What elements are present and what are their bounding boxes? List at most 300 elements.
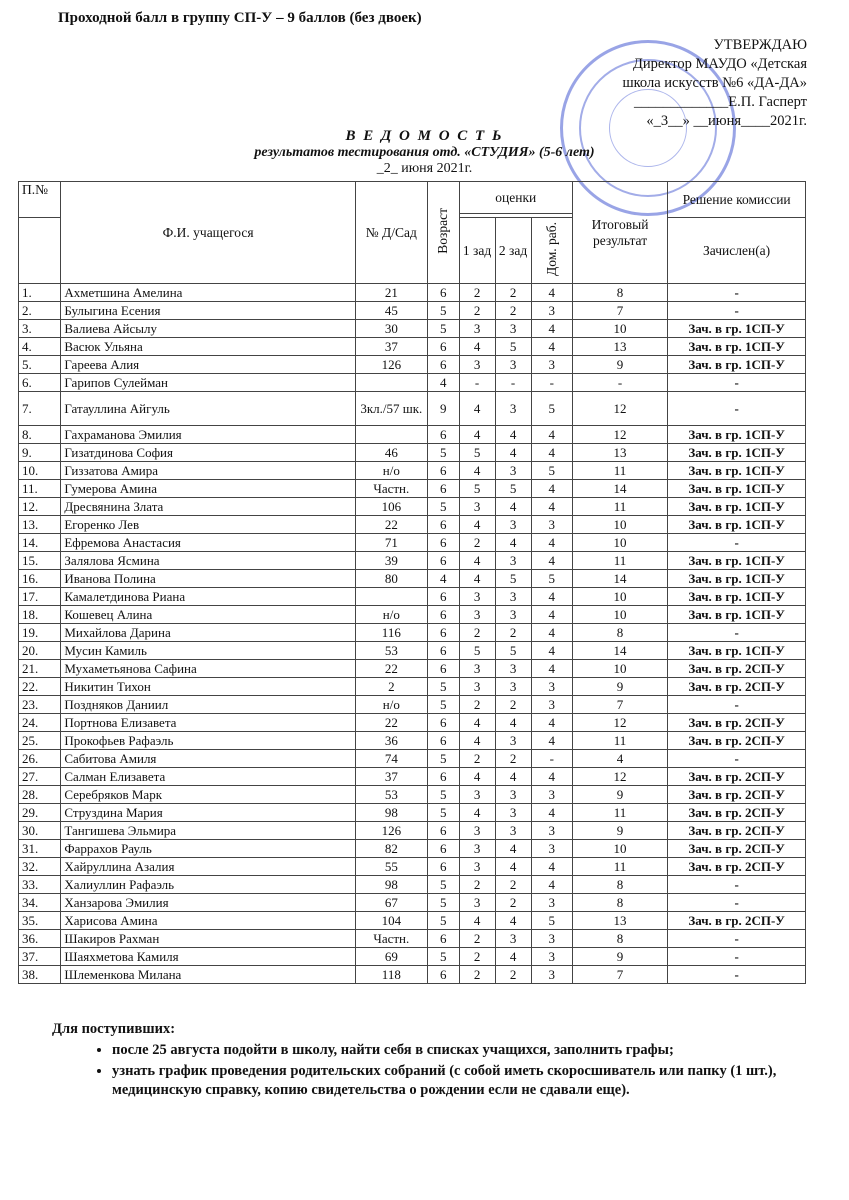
admission-instructions <box>52 1020 812 1102</box>
kindergarten-number: 98 <box>355 804 427 822</box>
age-cell: 6 <box>427 356 459 374</box>
task2-grade: 4 <box>495 768 531 786</box>
kindergarten-number: н/о <box>355 462 427 480</box>
row-number: 1. <box>19 284 61 302</box>
instructions-title: Для поступивших: <box>52 1021 176 1037</box>
home-work-grade: 4 <box>531 338 572 356</box>
total-score: 13 <box>572 338 667 356</box>
home-work-grade: 5 <box>531 392 572 426</box>
home-work-grade: 5 <box>531 912 572 930</box>
task1-grade: 2 <box>459 966 495 984</box>
home-work-grade: 4 <box>531 714 572 732</box>
task1-grade: 3 <box>459 356 495 374</box>
age-cell: 6 <box>427 284 459 302</box>
kindergarten-number: 53 <box>355 642 427 660</box>
task1-grade: 4 <box>459 804 495 822</box>
kindergarten-number: 106 <box>355 498 427 516</box>
row-number: 30. <box>19 822 61 840</box>
commission-decision: - <box>668 750 806 768</box>
commission-decision: Зач. в гр. 1СП-У <box>668 444 806 462</box>
home-work-grade: 4 <box>531 426 572 444</box>
task2-grade: 3 <box>495 732 531 750</box>
approval-date-line: «_3__» __июня____2021г. <box>646 113 807 129</box>
row-number: 16. <box>19 570 61 588</box>
header-name: Ф.И. учащегося <box>61 182 355 284</box>
home-work-grade: 3 <box>531 696 572 714</box>
commission-decision: - <box>668 696 806 714</box>
row-number: 38. <box>19 966 61 984</box>
age-cell: 9 <box>427 392 459 426</box>
task2-grade: 3 <box>495 462 531 480</box>
student-name: Салман Елизавета <box>61 768 355 786</box>
commission-decision: Зач. в гр. 1СП-У <box>668 320 806 338</box>
total-score: 10 <box>572 320 667 338</box>
total-score: 11 <box>572 858 667 876</box>
row-number: 37. <box>19 948 61 966</box>
commission-decision: Зач. в гр. 1СП-У <box>668 480 806 498</box>
student-name: Михайлова Дарина <box>61 624 355 642</box>
student-name: Кошевец Алина <box>61 606 355 624</box>
header-num-cont <box>19 218 61 284</box>
table-row <box>19 588 806 606</box>
task1-grade: 4 <box>459 732 495 750</box>
row-number: 20. <box>19 642 61 660</box>
age-cell: 5 <box>427 750 459 768</box>
student-name: Тангишева Эльмира <box>61 822 355 840</box>
task2-grade: 4 <box>495 426 531 444</box>
task1-grade: 2 <box>459 284 495 302</box>
table-row <box>19 374 806 392</box>
table-row <box>19 552 806 570</box>
row-number: 24. <box>19 714 61 732</box>
home-work-grade: 4 <box>531 804 572 822</box>
table-row <box>19 822 806 840</box>
home-work-grade: 4 <box>531 660 572 678</box>
total-score: 8 <box>572 876 667 894</box>
task2-grade: 3 <box>495 320 531 338</box>
table-row <box>19 714 806 732</box>
task1-grade: 2 <box>459 750 495 768</box>
table-row <box>19 284 806 302</box>
row-number: 36. <box>19 930 61 948</box>
task2-grade: 3 <box>495 392 531 426</box>
table-row <box>19 912 806 930</box>
kindergarten-number: 80 <box>355 570 427 588</box>
kindergarten-number: н/о <box>355 696 427 714</box>
task1-grade: 5 <box>459 444 495 462</box>
task1-grade: 2 <box>459 534 495 552</box>
table-row <box>19 480 806 498</box>
kindergarten-number: 98 <box>355 876 427 894</box>
task1-grade: 3 <box>459 678 495 696</box>
task2-grade: 3 <box>495 678 531 696</box>
home-work-grade: 3 <box>531 302 572 320</box>
total-score: 12 <box>572 392 667 426</box>
student-name: Прокофьев Рафаэль <box>61 732 355 750</box>
kindergarten-number: 74 <box>355 750 427 768</box>
table-row <box>19 948 806 966</box>
age-cell: 6 <box>427 426 459 444</box>
total-score: 9 <box>572 786 667 804</box>
age-cell: 6 <box>427 606 459 624</box>
row-number: 31. <box>19 840 61 858</box>
task2-grade: 4 <box>495 840 531 858</box>
table-row <box>19 570 806 588</box>
home-work-grade: 3 <box>531 822 572 840</box>
table-row <box>19 804 806 822</box>
kindergarten-number: 53 <box>355 786 427 804</box>
commission-decision: Зач. в гр. 1СП-У <box>668 588 806 606</box>
age-cell: 6 <box>427 552 459 570</box>
commission-decision: Зач. в гр. 1СП-У <box>668 552 806 570</box>
total-score: 14 <box>572 642 667 660</box>
total-score: 12 <box>572 714 667 732</box>
commission-decision: - <box>668 966 806 984</box>
home-work-grade: 4 <box>531 588 572 606</box>
task2-grade: 2 <box>495 302 531 320</box>
commission-decision: - <box>668 392 806 426</box>
row-number: 11. <box>19 480 61 498</box>
total-score: 12 <box>572 426 667 444</box>
header-total: Итоговый результат <box>572 182 667 284</box>
header-kindergarten: № Д/Сад <box>355 182 427 284</box>
total-score: 10 <box>572 606 667 624</box>
commission-decision: - <box>668 876 806 894</box>
age-cell: 6 <box>427 642 459 660</box>
home-work-grade: 4 <box>531 320 572 338</box>
task1-grade: 3 <box>459 894 495 912</box>
table-row <box>19 320 806 338</box>
kindergarten-number: Частн. <box>355 480 427 498</box>
task1-grade: 3 <box>459 606 495 624</box>
task1-grade: 2 <box>459 948 495 966</box>
commission-decision: - <box>668 302 806 320</box>
age-cell: 4 <box>427 570 459 588</box>
total-score: 8 <box>572 284 667 302</box>
header-task2: 2 зад <box>495 218 531 284</box>
table-row <box>19 392 806 426</box>
table-row <box>19 534 806 552</box>
commission-decision: Зач. в гр. 2СП-У <box>668 840 806 858</box>
task2-grade: 4 <box>495 714 531 732</box>
commission-decision: Зач. в гр. 2СП-У <box>668 822 806 840</box>
commission-decision: Зач. в гр. 2СП-У <box>668 660 806 678</box>
commission-decision: Зач. в гр. 1СП-У <box>668 338 806 356</box>
age-cell: 5 <box>427 320 459 338</box>
task2-grade: 4 <box>495 948 531 966</box>
home-work-grade: 4 <box>531 606 572 624</box>
task1-grade: 2 <box>459 696 495 714</box>
total-score: 10 <box>572 588 667 606</box>
row-number: 29. <box>19 804 61 822</box>
age-cell: 6 <box>427 338 459 356</box>
total-score: 11 <box>572 732 667 750</box>
results-table <box>18 181 806 984</box>
task2-grade: 5 <box>495 642 531 660</box>
task1-grade: 4 <box>459 392 495 426</box>
age-cell: 5 <box>427 444 459 462</box>
header-home: Дом. раб. <box>531 218 572 284</box>
kindergarten-number: 46 <box>355 444 427 462</box>
age-cell: 6 <box>427 768 459 786</box>
document-title: В Е Д О М О С Т Ь <box>345 128 504 144</box>
age-cell: 6 <box>427 462 459 480</box>
student-name: Гарипов Сулейман <box>61 374 355 392</box>
kindergarten-number: 118 <box>355 966 427 984</box>
age-cell: 4 <box>427 374 459 392</box>
commission-decision: Зач. в гр. 2СП-У <box>668 714 806 732</box>
commission-decision: - <box>668 534 806 552</box>
row-number: 34. <box>19 894 61 912</box>
table-row <box>19 624 806 642</box>
student-name: Портнова Елизавета <box>61 714 355 732</box>
total-score: 10 <box>572 516 667 534</box>
task1-grade: 4 <box>459 912 495 930</box>
age-cell: 6 <box>427 714 459 732</box>
task1-grade: 3 <box>459 786 495 804</box>
approval-signature-line: _____________Е.П. Гасперт <box>634 94 807 110</box>
header-decision: Решение комиссии <box>668 182 806 218</box>
row-number: 14. <box>19 534 61 552</box>
kindergarten-number: 71 <box>355 534 427 552</box>
task2-grade: 4 <box>495 912 531 930</box>
table-row <box>19 876 806 894</box>
row-number: 12. <box>19 498 61 516</box>
commission-decision: Зач. в гр. 2СП-У <box>668 804 806 822</box>
total-score: 14 <box>572 570 667 588</box>
student-name: Гизатдинова София <box>61 444 355 462</box>
total-score: 13 <box>572 912 667 930</box>
commission-decision: - <box>668 624 806 642</box>
student-name: Васюк Ульяна <box>61 338 355 356</box>
task2-grade: 2 <box>495 696 531 714</box>
kindergarten-number: 22 <box>355 714 427 732</box>
passing-score-note: Проходной балл в группу СП-У – 9 баллов (без двоек) <box>58 10 422 26</box>
total-score: 11 <box>572 552 667 570</box>
student-name: Камалетдинова Риана <box>61 588 355 606</box>
task2-grade: 3 <box>495 356 531 374</box>
task1-grade: 3 <box>459 498 495 516</box>
age-cell: 6 <box>427 966 459 984</box>
age-cell: 6 <box>427 660 459 678</box>
task2-grade: 4 <box>495 858 531 876</box>
age-cell: 5 <box>427 786 459 804</box>
row-number: 32. <box>19 858 61 876</box>
student-name: Хайруллина Азалия <box>61 858 355 876</box>
task1-grade: 3 <box>459 588 495 606</box>
student-name: Фаррахов Рауль <box>61 840 355 858</box>
student-name: Шакиров Рахман <box>61 930 355 948</box>
commission-decision: Зач. в гр. 1СП-У <box>668 498 806 516</box>
total-score: 7 <box>572 966 667 984</box>
table-row <box>19 426 806 444</box>
task2-grade: 5 <box>495 338 531 356</box>
row-number: 7. <box>19 392 61 426</box>
task2-grade: 3 <box>495 588 531 606</box>
student-name: Сабитова Амиля <box>61 750 355 768</box>
row-number: 2. <box>19 302 61 320</box>
task1-grade: 2 <box>459 930 495 948</box>
kindergarten-number: 36 <box>355 732 427 750</box>
task2-grade: 5 <box>495 570 531 588</box>
student-name: Халиуллин Рафаэль <box>61 876 355 894</box>
kindergarten-number: 37 <box>355 338 427 356</box>
commission-decision: - <box>668 930 806 948</box>
table-row <box>19 930 806 948</box>
student-name: Струздина Мария <box>61 804 355 822</box>
age-cell: 6 <box>427 858 459 876</box>
task1-grade: 3 <box>459 840 495 858</box>
age-cell: 6 <box>427 480 459 498</box>
student-name: Гареева Алия <box>61 356 355 374</box>
commission-decision: Зач. в гр. 1СП-У <box>668 642 806 660</box>
row-number: 15. <box>19 552 61 570</box>
student-name: Гиззатова Амира <box>61 462 355 480</box>
kindergarten-number: 126 <box>355 822 427 840</box>
total-score: 7 <box>572 302 667 320</box>
commission-decision: - <box>668 948 806 966</box>
table-row <box>19 840 806 858</box>
task1-grade: 2 <box>459 302 495 320</box>
kindergarten-number: 22 <box>355 516 427 534</box>
kindergarten-number: 82 <box>355 840 427 858</box>
task1-grade: 5 <box>459 642 495 660</box>
age-cell: 5 <box>427 302 459 320</box>
row-number: 6. <box>19 374 61 392</box>
approval-line: Директор МАУДО «Детская <box>633 56 807 72</box>
student-name: Мусин Камиль <box>61 642 355 660</box>
commission-decision: Зач. в гр. 2СП-У <box>668 678 806 696</box>
row-number: 10. <box>19 462 61 480</box>
kindergarten-number: 116 <box>355 624 427 642</box>
age-cell: 5 <box>427 804 459 822</box>
commission-decision: - <box>668 894 806 912</box>
row-number: 17. <box>19 588 61 606</box>
task2-grade: 2 <box>495 876 531 894</box>
student-name: Залялова Ясмина <box>61 552 355 570</box>
kindergarten-number: 37 <box>355 768 427 786</box>
total-score: 9 <box>572 678 667 696</box>
kindergarten-number <box>355 588 427 606</box>
student-name: Иванова Полина <box>61 570 355 588</box>
commission-decision: Зач. в гр. 2СП-У <box>668 912 806 930</box>
total-score: 10 <box>572 840 667 858</box>
header-num: П.№ <box>19 182 61 218</box>
document-heading <box>0 128 849 177</box>
approval-line: школа искусств №6 «ДА-ДА» <box>622 75 807 91</box>
home-work-grade: - <box>531 750 572 768</box>
age-cell: 5 <box>427 678 459 696</box>
age-cell: 6 <box>427 732 459 750</box>
home-work-grade: 3 <box>531 930 572 948</box>
age-cell: 5 <box>427 894 459 912</box>
commission-decision: Зач. в гр. 2СП-У <box>668 858 806 876</box>
table-row <box>19 768 806 786</box>
home-work-grade: 4 <box>531 768 572 786</box>
student-name: Никитин Тихон <box>61 678 355 696</box>
approval-block <box>622 36 807 131</box>
task2-grade: 5 <box>495 480 531 498</box>
kindergarten-number: 55 <box>355 858 427 876</box>
total-score: 13 <box>572 444 667 462</box>
student-name: Ахметшина Амелина <box>61 284 355 302</box>
home-work-grade: 4 <box>531 534 572 552</box>
age-cell: 6 <box>427 624 459 642</box>
commission-decision: Зач. в гр. 2СП-У <box>668 768 806 786</box>
table-row <box>19 660 806 678</box>
table-row <box>19 678 806 696</box>
age-cell: 5 <box>427 498 459 516</box>
task2-grade: - <box>495 374 531 392</box>
row-number: 33. <box>19 876 61 894</box>
row-number: 22. <box>19 678 61 696</box>
student-name: Шлеменкова Милана <box>61 966 355 984</box>
student-name: Валиева Айсылу <box>61 320 355 338</box>
task1-grade: 4 <box>459 516 495 534</box>
table-row <box>19 642 806 660</box>
table-row <box>19 750 806 768</box>
student-name: Ханзарова Эмилия <box>61 894 355 912</box>
table-row <box>19 606 806 624</box>
task1-grade: 4 <box>459 462 495 480</box>
total-score: 11 <box>572 804 667 822</box>
header-enrolled: Зачислен(а) <box>668 218 806 284</box>
age-cell: 6 <box>427 534 459 552</box>
commission-decision: Зач. в гр. 1СП-У <box>668 426 806 444</box>
commission-decision: Зач. в гр. 1СП-У <box>668 462 806 480</box>
table-row <box>19 858 806 876</box>
commission-decision: - <box>668 284 806 302</box>
kindergarten-number <box>355 374 427 392</box>
task2-grade: 3 <box>495 786 531 804</box>
kindergarten-number: 2 <box>355 678 427 696</box>
kindergarten-number: 67 <box>355 894 427 912</box>
instruction-item: • узнать график проведения родительских собраний (с собой иметь скоросшиватель или папку (1 шт.), медицинскую справку, копию свидетельства о рождении если не сдавали еще). <box>112 1062 812 1100</box>
table-row <box>19 444 806 462</box>
row-number: 35. <box>19 912 61 930</box>
student-name: Харисова Амина <box>61 912 355 930</box>
task2-grade: 3 <box>495 822 531 840</box>
row-number: 5. <box>19 356 61 374</box>
table-row <box>19 498 806 516</box>
task2-grade: 2 <box>495 966 531 984</box>
table-row <box>19 696 806 714</box>
task1-grade: 4 <box>459 338 495 356</box>
row-number: 3. <box>19 320 61 338</box>
kindergarten-number: 39 <box>355 552 427 570</box>
row-number: 19. <box>19 624 61 642</box>
student-name: Гахраманова Эмилия <box>61 426 355 444</box>
commission-decision: Зач. в гр. 1СП-У <box>668 516 806 534</box>
task1-grade: 4 <box>459 570 495 588</box>
task2-grade: 3 <box>495 804 531 822</box>
task2-grade: 2 <box>495 624 531 642</box>
age-cell: 5 <box>427 948 459 966</box>
total-score: 11 <box>572 498 667 516</box>
row-number: 18. <box>19 606 61 624</box>
table-row <box>19 732 806 750</box>
commission-decision: - <box>668 374 806 392</box>
student-name: Поздняков Даниил <box>61 696 355 714</box>
total-score: 12 <box>572 768 667 786</box>
home-work-grade: 4 <box>531 624 572 642</box>
student-name: Гумерова Амина <box>61 480 355 498</box>
home-work-grade: 3 <box>531 678 572 696</box>
task2-grade: 3 <box>495 660 531 678</box>
student-name: Мухаметьянова Сафина <box>61 660 355 678</box>
kindergarten-number: 69 <box>355 948 427 966</box>
kindergarten-number: 126 <box>355 356 427 374</box>
